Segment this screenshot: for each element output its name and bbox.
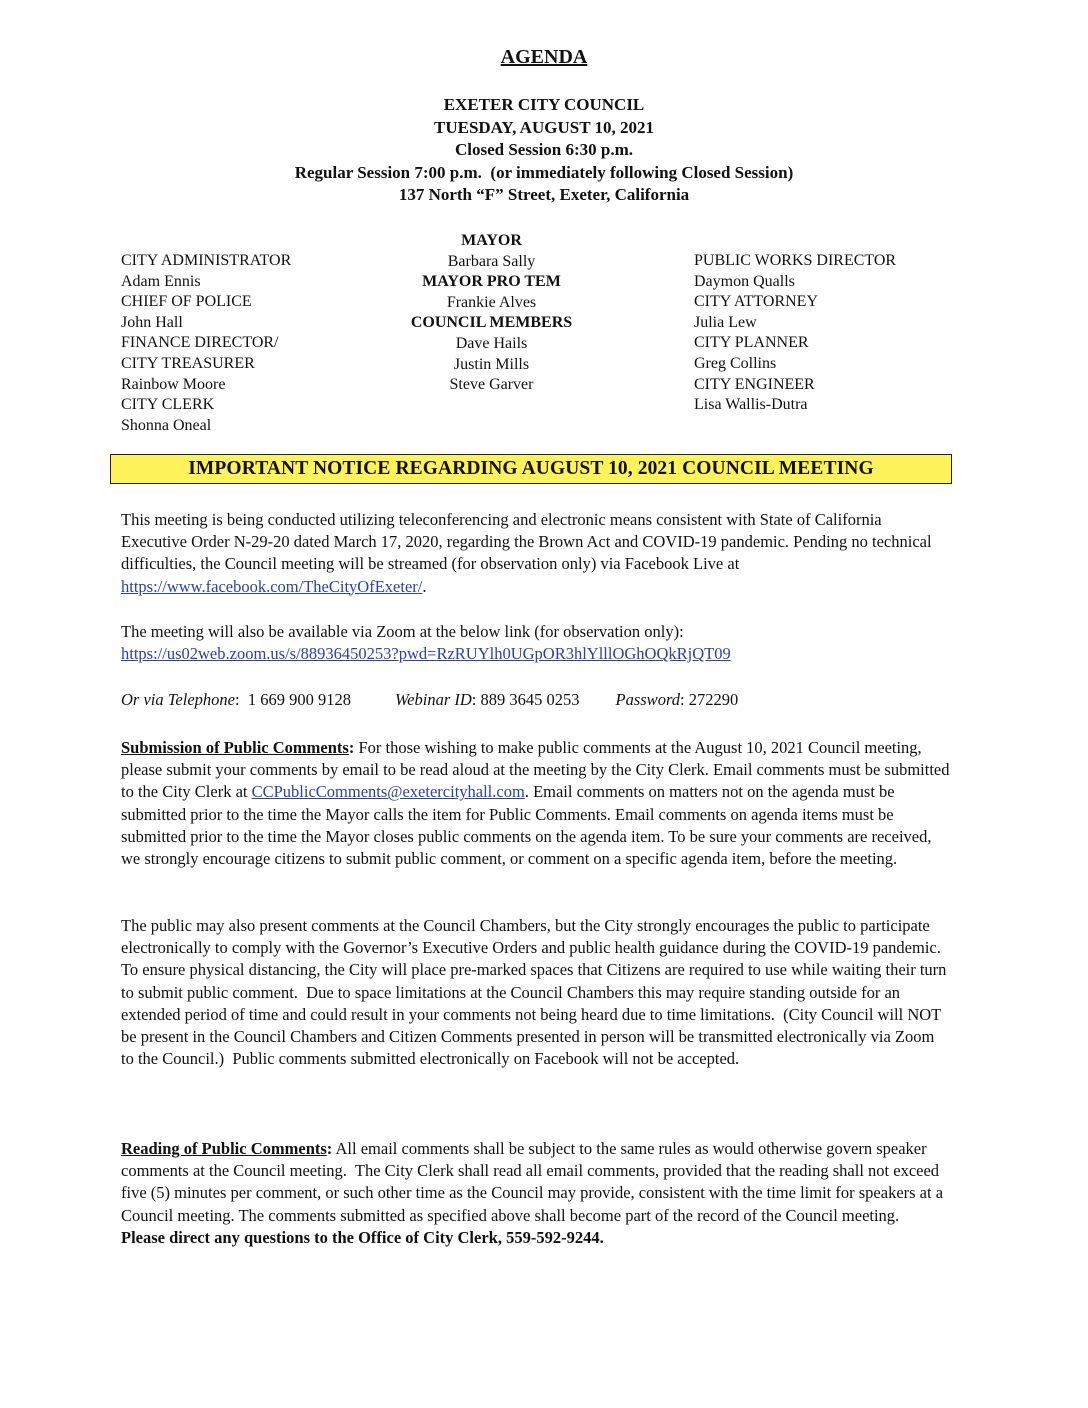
submission-paragraph: Submission of Public Comments: For those wishing to make public comments at the August 10, 2021 Council meeting, please submit your comments by email to be read aloud at the meeting by the City Clerk. Email comments must be submitted to the City Clerk at CCPublicComments@exetercityhall.com. Email comments on matters not on the agenda must be submitted prior to the time the Mayor calls the item for Public Comments. Email comments on agenda items must be submitted prior to the time the Mayor closes public comments on the agenda item. To be sure your comments are received, we strongly encourage citizens to submit public comment, or comment on a specific agenda item, before the meeting.	[121, 738, 950, 869]
staff-entry: Lisa Wallis-Dutra	[694, 396, 808, 414]
reading-text: All email comments shall be subject to the same rules as would otherwise govern speaker comments at the Council meeting. The City Clerk shall read all email comments, provided that the reading shall not exceed five (5) minutes per comment, or such other time as the Council may provide, consistent with the time limit for speakers at a Council meeting. The comments submitted as specified above shall become part of the record of the Council meeting.	[121, 1139, 948, 1225]
telephone-label: Or via Telephone	[121, 690, 235, 709]
staff-right-column	[694, 251, 896, 416]
council-member: Justin Mills	[453, 355, 530, 373]
reading-heading: Reading of Public Comments	[121, 1139, 327, 1158]
password-value: 272290	[688, 690, 739, 709]
staff-left-column	[121, 251, 291, 436]
mayor-label: MAYOR	[461, 232, 522, 249]
staff-entry: CITY PLANNER	[694, 334, 809, 352]
staff-entry: CITY TREASURER	[121, 354, 255, 372]
submission-heading: Submission of Public Comments	[121, 738, 349, 757]
zoom-text: The meeting will also be available via Zoom at the below link (for observation only):	[121, 622, 684, 641]
meeting-address: 137 North “F” Street, Exeter, California	[398, 185, 690, 204]
staff-entry: Julia Lew	[694, 313, 757, 331]
comments-email-link[interactable]: CCPublicComments@exetercityhall.com	[251, 782, 525, 802]
pro-tem-label: MAYOR PRO TEM	[422, 273, 561, 291]
staff-entry: PUBLIC WORKS DIRECTOR	[694, 252, 897, 269]
staff-entry: Daymon Qualls	[694, 272, 795, 290]
meeting-header	[0, 94, 1088, 207]
zoom-paragraph	[121, 621, 951, 665]
mayor-name: Barbara Sally	[447, 252, 536, 270]
staff-entry: Rainbow Moore	[121, 375, 226, 393]
submission-text-cont: . Email comments on matters not on the agenda must be submitted prior to the time the Mayor calls the item for Public Comments. Email comments on agenda items must be submitted prior to the time the Mayor closes public comments on the agenda item. To be sure your comments are received, we strongly encourage citizens to submit public comment, or comment on a specific agenda item, before the meeting.	[121, 782, 932, 869]
council-members-label: COUNCIL MEMBERS	[410, 314, 573, 332]
notice-title: IMPORTANT NOTICE REGARDING AUGUST 10, 2021 COUNCIL MEETING	[188, 458, 874, 479]
staff-entry: Adam Ennis	[121, 272, 201, 290]
teleconference-paragraph	[121, 509, 951, 598]
staff-entry: Greg Collins	[694, 354, 777, 372]
telephone-line: Or via Telephone: 1 669 900 9128 Webinar ID: 889 3645 0253 Password: 272290	[121, 690, 739, 709]
zoom-link[interactable]: https://us02web.zoom.us/s/88936450253?pwd=RzRUYlh0UGpOR3hlYlllOGhOQkRjQT09	[121, 644, 731, 664]
regular-session-time: Regular Session 7:00 p.m. (or immediately following Closed Session)	[294, 162, 794, 182]
chambers-paragraph: The public may also present comments at the Council Chambers, but the City strongly encourages the public to participate electronically to comply with the Governor’s Executive Orders and public health guidance during the COVID-19 pandemic. To ensure physical distancing, the City will place pre-marked spaces that Citizens are required to use while waiting their turn to submit public comment. Due to space limitations at the Council Chambers this may require standing outside for an extended period of time and could result in your comments not being heard due to time limitations. (City Council will NOT be present in the Council Chambers and Citizen Comments presented in person will be transmitted electronically via Zoom to the Council.) Public comments submitted electronically on Facebook will not be accepted.	[121, 916, 951, 1069]
meeting-date: TUESDAY, AUGUST 10, 2021	[434, 117, 654, 137]
staff-entry: CHIEF OF POLICE	[121, 293, 252, 311]
staff-entry: CITY ATTORNEY	[694, 293, 818, 311]
council-member: Steve Garver	[449, 376, 534, 394]
facebook-link[interactable]: https://www.facebook.com/TheCityOfExeter/	[121, 576, 423, 596]
council-column	[384, 231, 599, 396]
submission-text: For those wishing to make public comments at the August 10, 2021 Council meeting, please submit your comments by email to be read aloud at the meeting by the City Clerk. Email comments must be submitted to the City Clerk at	[121, 738, 950, 802]
staff-entry: Shonna Oneal	[121, 416, 212, 434]
staff-entry: John Hall	[121, 313, 183, 331]
closed-session-time: Closed Session 6:30 p.m.	[454, 140, 634, 159]
telephone-number: 1 669 900 9128	[247, 690, 351, 709]
staff-entry: FINANCE DIRECTOR/	[121, 334, 279, 352]
teleconference-text: This meeting is being conducted utilizing teleconferencing and electronic means consistent with State of California Executive Order N-29-20 dated March 17, 2020, regarding the Brown Act and COVID-19 pandemic. Pending no technical difficulties, the Council meeting will be streamed (for observation only) via Facebook Live at	[121, 510, 932, 574]
webinar-id: 889 3645 0253	[480, 690, 580, 709]
staff-entry: CITY ENGINEER	[694, 375, 815, 393]
reading-paragraph: Reading of Public Comments: All email comments shall be subject to the same rules as would otherwise govern speaker comments at the Council meeting. The City Clerk shall read all email comments, provided that the reading shall not exceed five (5) minutes per comment, or such other time as the Council may provide, consistent with the time limit for speakers at a Council meeting. The comments submitted as specified above shall become part of the record of the Council meeting. Please direct any questions to the Office of City Clerk, 559-592-9244.	[121, 1138, 951, 1249]
teleconference-end: .	[422, 576, 427, 596]
council-member: Dave Hails	[455, 334, 528, 352]
staff-entry: CITY CLERK	[121, 396, 215, 414]
important-notice-banner	[110, 454, 952, 484]
webinar-label: Webinar ID	[394, 690, 472, 709]
pro-tem-name: Frankie Alves	[446, 293, 537, 311]
password-label: Password	[615, 690, 681, 709]
staff-entry: CITY ADMINISTRATOR	[121, 252, 292, 269]
contact-line: Please direct any questions to the Office of City Clerk, 559-592-9244.	[121, 1227, 604, 1247]
council-name: EXETER CITY COUNCIL	[443, 95, 645, 114]
agenda-title: AGENDA	[500, 46, 588, 68]
